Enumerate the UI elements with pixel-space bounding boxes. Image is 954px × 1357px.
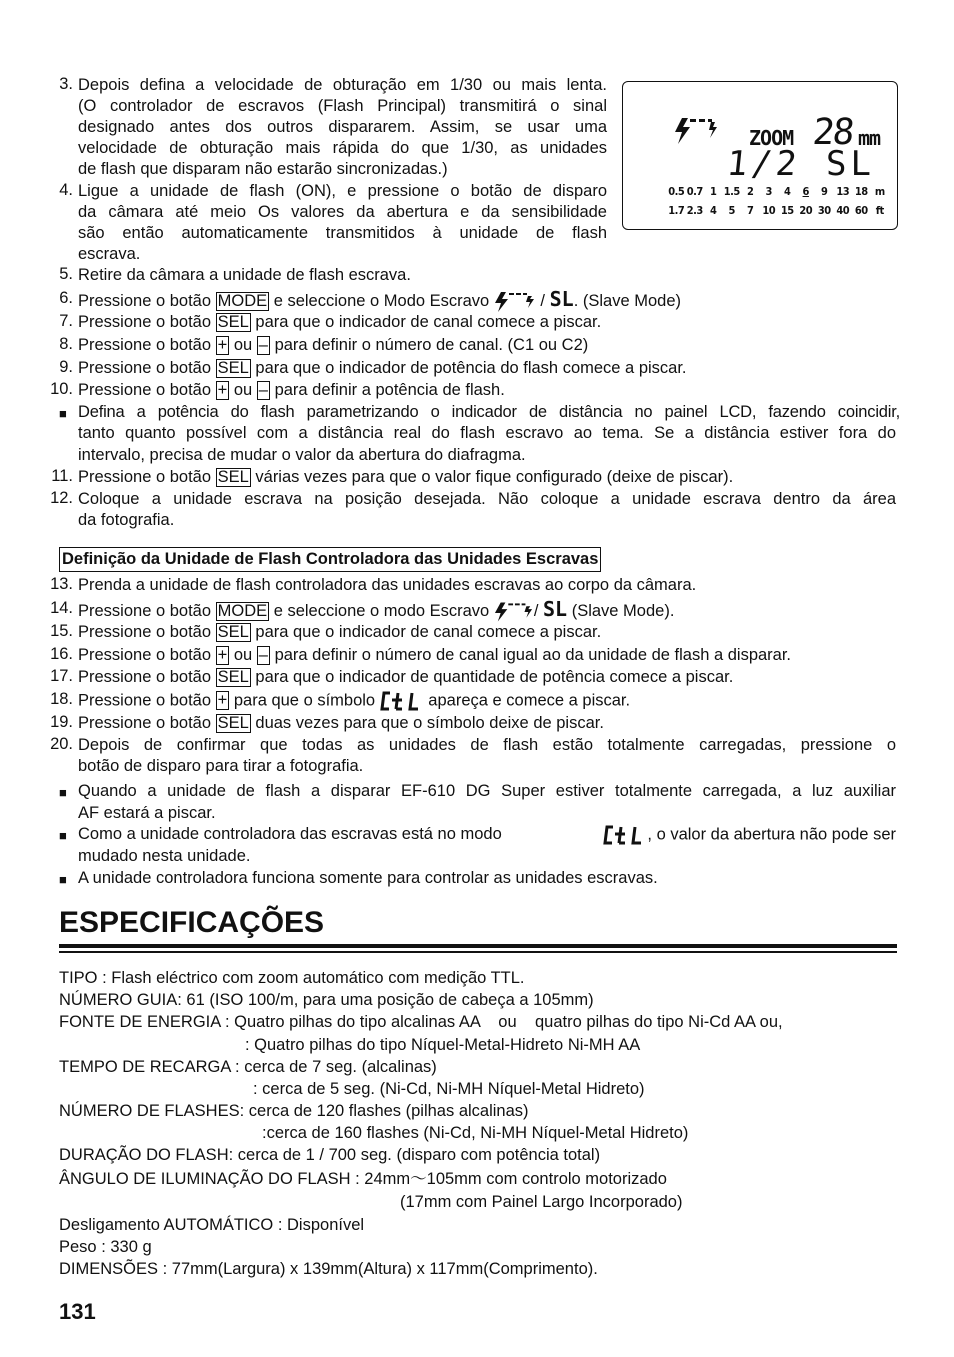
- step-number: 10.: [50, 380, 73, 398]
- step-17-text: [78, 667, 733, 688]
- step-text: Pressione o botão: [78, 602, 212, 620]
- step-number: 9.: [59, 358, 73, 376]
- spec-line: : Quatro pilhas do tipo Níquel-Metal-Hidreto Ni-MH AA: [245, 1036, 641, 1054]
- lcd-zoom-unit: mm: [858, 126, 881, 150]
- lcd-scale-value: 4: [710, 204, 717, 217]
- lcd-scale-value: 15: [780, 204, 794, 217]
- step-number: 16.: [50, 645, 73, 663]
- title-rule-thin: [59, 951, 897, 953]
- lcd-scale-value: 5: [728, 204, 735, 217]
- lcd-scale-value: 1.7: [668, 204, 685, 217]
- step-text-line: Ligue a unidade de flash (ON), e pressione o botão de disparo: [78, 182, 607, 200]
- step-text: Pressione o botão: [78, 691, 212, 710]
- sl-symbol: SL: [543, 597, 568, 621]
- spec-line: TEMPO DE RECARGA : cerca de 7 seg. (alcalinas): [59, 1058, 437, 1076]
- step-text: para que o indicador de potência do flash comece a piscar.: [255, 359, 687, 377]
- step-text: Pressione o botão: [78, 714, 212, 732]
- spec-line: NÚMERO GUIA: 61 (ISO 100/m, para uma posição de cabeça a 105mm): [59, 991, 594, 1009]
- lcd-scale-value: 13: [836, 185, 850, 198]
- step-text-line: botão de disparo para tirar a fotografia.: [78, 757, 364, 775]
- step-18-text: [78, 690, 630, 712]
- lcd-scale-value: 4: [784, 185, 791, 198]
- lcd-scale-value: 2: [747, 185, 754, 198]
- lcd-scale-value: 7: [747, 204, 754, 217]
- spec-line: DIMENSÕES : 77mm(Largura) x 139mm(Altura) x 117mm(Comprimento).: [59, 1260, 598, 1278]
- step-text-line: Coloque a unidade escrava na posição desejada. Não coloque a unidade escrava dentro da área: [78, 490, 896, 508]
- step-7-text: [78, 312, 601, 333]
- lcd-scale-value: m: [874, 185, 885, 198]
- spec-line: NÚMERO DE FLASHES: cerca de 120 flashes (pilhas alcalinas): [59, 1102, 529, 1120]
- step-text-line: de flash que disparam não estarão sincronizadas.): [78, 160, 448, 178]
- step-number: 13.: [50, 575, 73, 593]
- sel-button-label: SEL: [217, 313, 249, 331]
- spec-line: ÂNGULO DE ILUMINAÇÃO DO FLASH : 24mm～105mm com controlo motorizado: [59, 1170, 667, 1188]
- step-text: apareça e comece a piscar.: [428, 691, 631, 710]
- lcd-scale-value: 0.7: [686, 185, 703, 198]
- minus-button-label: –: [258, 381, 268, 399]
- sel-button-label: SEL: [217, 623, 249, 641]
- lcd-scale-value: 6: [802, 185, 809, 198]
- spec-line: TIPO : Flash eléctrico com zoom automático com medição TTL.: [59, 969, 525, 987]
- note-text-line: AF estará a piscar.: [78, 804, 216, 822]
- step-10-text: [78, 380, 505, 401]
- plus-button-label: +: [217, 646, 228, 664]
- step-19-text: [78, 713, 604, 734]
- lcd-scale-value: 2.3: [686, 204, 703, 217]
- step-number: 4.: [59, 181, 73, 199]
- lcd-panel-illustration: [622, 81, 898, 230]
- step-number: 20.: [50, 735, 73, 753]
- step-text-line: da câmara até meio Os valores da abertura e da sensibilidade: [78, 203, 607, 221]
- step-text: Pressione o botão: [78, 313, 212, 331]
- step-number: 7.: [59, 312, 73, 330]
- step-number: 6.: [59, 289, 73, 307]
- sl-symbol: SL: [549, 287, 574, 311]
- spec-line: DURAÇÃO DO FLASH: cerca de 1 / 700 seg. (disparo com potência total): [59, 1146, 601, 1164]
- step-11-text: [78, 467, 733, 488]
- step-text: ou: [233, 646, 253, 664]
- note-text: , o valor da abertura não pode ser: [647, 825, 896, 844]
- note-text-line: intervalo, precisa de mudar o valor da abertura do diafragma.: [78, 446, 526, 464]
- step-16-text: [78, 645, 791, 666]
- step-number: 8.: [59, 335, 73, 353]
- minus-button-label: –: [258, 646, 268, 664]
- lcd-scale-value: 18: [854, 185, 868, 198]
- minus-button-label: –: [258, 336, 268, 354]
- step-text-line: Depois de confirmar que todas as unidades de flash estão totalmente carregadas, pressione o: [78, 736, 896, 754]
- separator: /: [540, 292, 546, 310]
- step-text: (Slave Mode).: [571, 602, 675, 620]
- sel-button-label: SEL: [217, 714, 249, 732]
- spec-line: FONTE DE ENERGIA : Quatro pilhas do tipo alcalinas AA ou quatro pilhas do tipo Ni-Cd AA ou,: [59, 1013, 783, 1031]
- step-text: para que o indicador de canal comece a piscar.: [255, 623, 602, 641]
- slave-flash-icon: [494, 291, 536, 313]
- note-text-line: Defina a potência do flash parametrizando o indicador de distância no painel LCD, fazendo coincidir,: [78, 403, 900, 421]
- bullet-square: ■: [59, 785, 67, 800]
- step-text: Pressione o botão: [78, 646, 212, 664]
- step-text: Pressione o botão: [78, 668, 212, 686]
- step-text: para que o símbolo: [233, 691, 376, 710]
- note-text-line: mudado nesta unidade.: [78, 847, 251, 865]
- bullet-square: ■: [59, 828, 67, 843]
- lcd-distance-scale-feet: [667, 204, 889, 220]
- step-number: 5.: [59, 265, 73, 283]
- lcd-scale-value: 60: [854, 204, 868, 217]
- lcd-distance-scale-meters: [667, 185, 889, 201]
- spec-line: (17mm com Painel Largo Incorporado): [400, 1193, 683, 1211]
- step-number: 11.: [51, 467, 73, 485]
- step-text: para definir o número de canal. (C1 ou C2): [274, 336, 589, 354]
- step-text: . (Slave Mode): [573, 292, 681, 310]
- lcd-scale-value: 1: [710, 185, 717, 198]
- step-text: Pressione o botão: [78, 623, 212, 641]
- step-14-text: [78, 599, 674, 623]
- plus-button-label: +: [217, 691, 228, 710]
- step-text: para definir o número de canal igual ao da unidade de flash a disparar.: [274, 646, 792, 664]
- lcd-zoom-label: ZOOM: [749, 126, 794, 150]
- spec-line: Desligamento AUTOMÁTICO : Disponível: [59, 1216, 365, 1234]
- step-text: e seleccione o Modo Escravo: [273, 292, 490, 310]
- note-b2-text: [78, 824, 896, 846]
- lcd-scale-value: 30: [817, 204, 831, 217]
- step-text: Pressione o botão: [78, 381, 212, 399]
- separator: /: [533, 602, 539, 620]
- step-text: para que o indicador de quantidade de potência comece a piscar.: [255, 668, 734, 686]
- step-text: e seleccione o modo Escravo: [273, 602, 490, 620]
- lcd-scale-value: 9: [821, 185, 828, 198]
- spec-line: Peso : 330 g: [59, 1238, 152, 1256]
- step-text: para definir a potência de flash.: [274, 381, 505, 399]
- step-text-line: Depois defina a velocidade de obturação em 1/30 ou mais lenta.: [78, 76, 607, 94]
- spec-line: : cerca de 5 seg. (Ni-Cd, Ni-MH Níquel-Metal Hidreto): [253, 1080, 645, 1098]
- spec-line: :cerca de 160 flashes (Ni-Cd, Ni-MH Níquel-Metal Hidreto): [262, 1124, 689, 1142]
- step-number: 18.: [50, 690, 73, 708]
- step-text-line: são então automaticamente transmitidos à unidade de flash: [78, 224, 607, 242]
- note-text: Como a unidade controladora das escravas está no modo: [78, 825, 502, 843]
- plus-button-label: +: [217, 336, 228, 354]
- step-text-line: Retire da câmara a unidade de flash escrava.: [78, 266, 411, 284]
- lcd-scale-value: 3: [765, 185, 772, 198]
- bullet-square: ■: [59, 406, 67, 421]
- page-number: 131: [59, 1299, 96, 1324]
- step-6-text: [78, 289, 681, 313]
- mode-button-label: MODE: [217, 602, 268, 620]
- title-rule-thick: [59, 944, 897, 948]
- step-number: 15.: [50, 622, 73, 640]
- step-text: duas vezes para que o símbolo deixe de piscar.: [255, 714, 604, 732]
- mode-button-label: MODE: [217, 292, 268, 310]
- note-text-line: tanto quanto possível com a distância real do flash escravo ao tema. Se a distância estiver fora do: [78, 424, 896, 442]
- sel-button-label: SEL: [217, 668, 249, 686]
- step-text-line: da fotografia.: [78, 511, 175, 529]
- step-text-line: (O controlador de escravos (Flash Principal) transmitirá o sinal: [78, 97, 607, 115]
- step-number: 17.: [50, 667, 73, 685]
- step-text-line: velocidade de obturação mais rápida do que 1/30, as unidades: [78, 139, 607, 157]
- step-text-line: Prenda a unidade de flash controladora das unidades escravas ao corpo da câmara.: [78, 576, 697, 594]
- lcd-scale-value: 40: [836, 204, 850, 217]
- step-number: 3.: [59, 75, 73, 93]
- lcd-scale-value: 20: [799, 204, 813, 217]
- lcd-scale-value: 10: [762, 204, 776, 217]
- sel-button-label: SEL: [217, 359, 249, 377]
- note-text-line: A unidade controladora funciona somente para controlar as unidades escravas.: [78, 869, 658, 887]
- step-text: ou: [233, 381, 253, 399]
- step-text: Pressione o botão: [78, 468, 212, 486]
- bullet-square: ■: [59, 872, 67, 887]
- step-number: 14.: [50, 599, 73, 617]
- step-9-text: [78, 358, 687, 379]
- lcd-zoom-value: 28: [810, 112, 855, 153]
- step-number: 12.: [50, 489, 73, 507]
- step-number: 19.: [50, 713, 73, 731]
- lcd-scale-value: ft: [875, 204, 884, 217]
- ctl-symbol-icon: [603, 824, 647, 846]
- step-text: para que o indicador de canal comece a piscar.: [255, 313, 602, 331]
- step-text: ou: [233, 336, 253, 354]
- lcd-scale-value: 0.5: [668, 185, 685, 198]
- step-text: Pressione o botão: [78, 336, 212, 354]
- step-text: várias vezes para que o valor fique configurado (deixe de piscar).: [255, 468, 734, 486]
- plus-button-label: +: [217, 381, 228, 399]
- slave-flash-icon: [494, 601, 534, 623]
- lcd-scale-value: 1.5: [723, 185, 740, 198]
- step-text-line: designado antes dos outros dispararem. Assim, se usar uma: [78, 118, 607, 136]
- note-text-line: Quando a unidade de flash a disparar EF-610 DG Super estiver totalmente carregada, a luz auxiliar: [78, 782, 896, 800]
- step-text: Pressione o botão: [78, 359, 212, 377]
- step-text: Pressione o botão: [78, 292, 212, 310]
- lcd-mode-value: SL: [826, 144, 875, 184]
- lcd-power-value: 1/2: [724, 144, 803, 184]
- step-15-text: [78, 622, 601, 643]
- step-8-text: [78, 335, 588, 356]
- section-heading: Definição da Unidade de Flash Controladora das Unidades Escravas: [59, 547, 601, 572]
- sel-button-label: SEL: [217, 468, 249, 486]
- specs-title: ESPECIFICAÇÕES: [59, 906, 325, 939]
- ctl-symbol-icon: [380, 690, 424, 712]
- note-b2-tail: [603, 824, 896, 846]
- step-text-line: escrava.: [78, 245, 141, 263]
- slave-flash-icon: [673, 116, 719, 146]
